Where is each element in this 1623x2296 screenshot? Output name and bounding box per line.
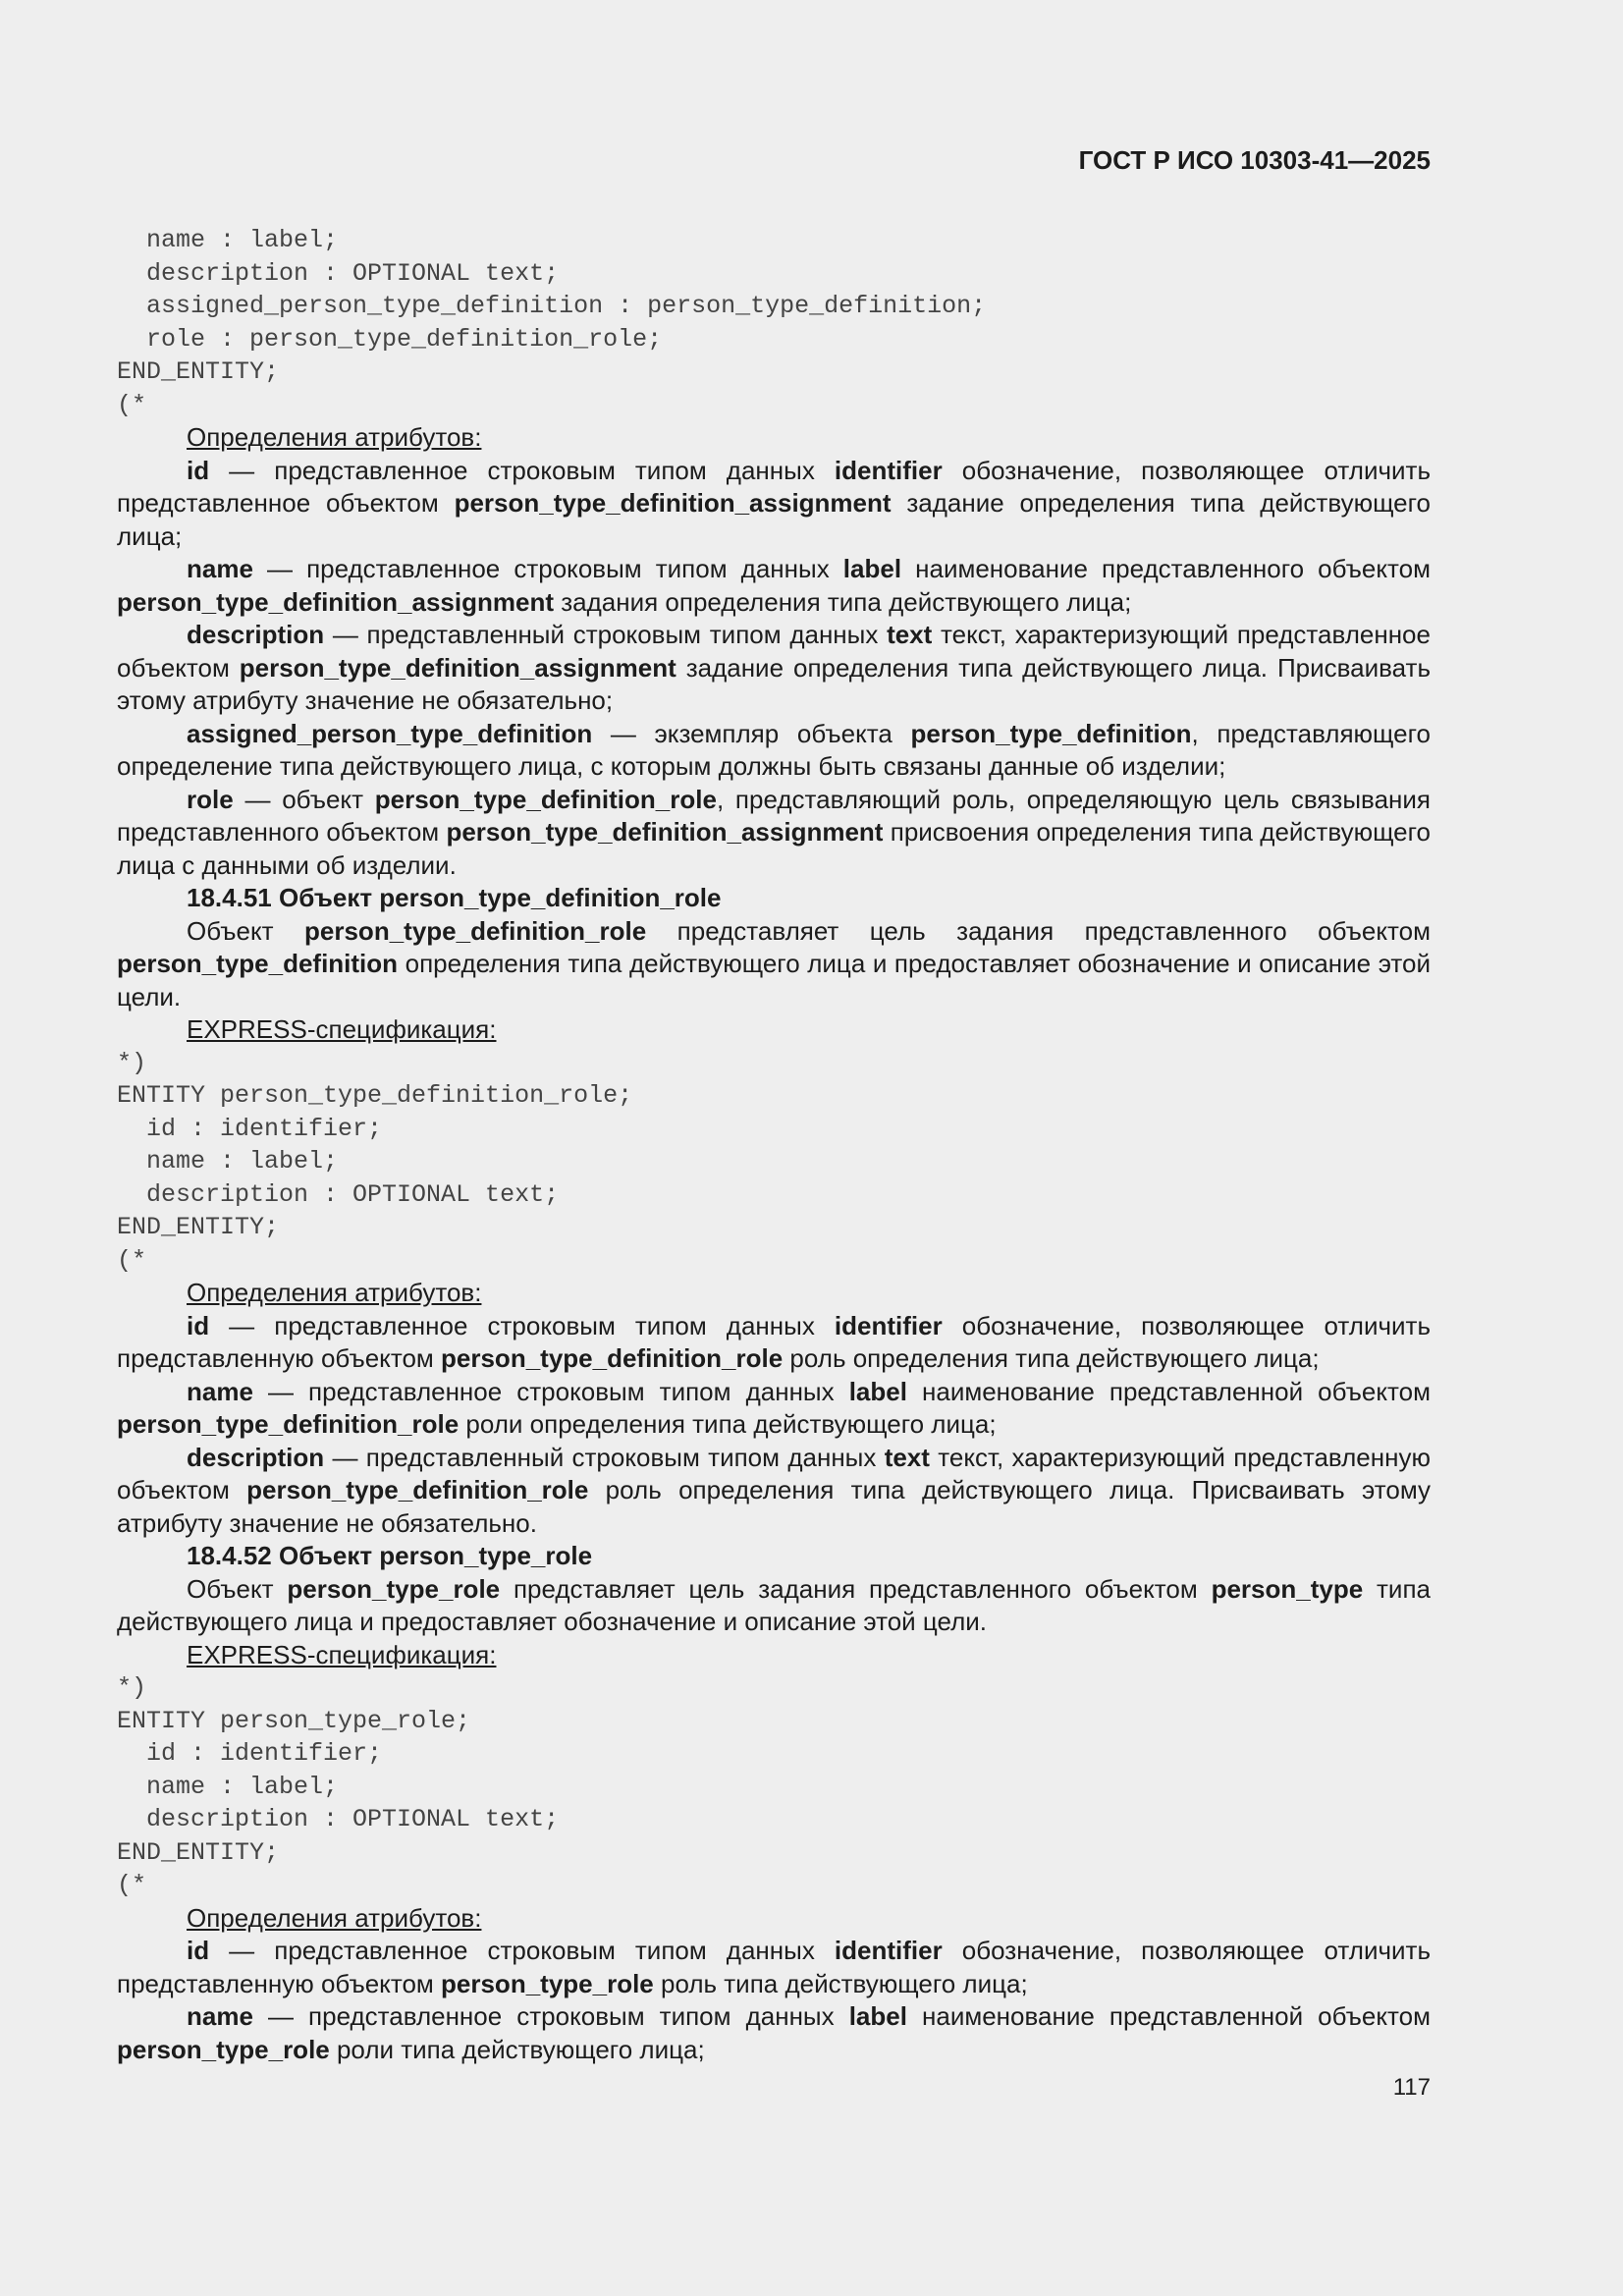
section-heading-18-4-52 [117, 1540, 1431, 1573]
intro-text: типа действующего лица и предоставляет обозначение и описание этой цели. [117, 1573, 1431, 1636]
definition-text: роль типа действующего лица; [653, 1968, 1028, 1998]
attributes-heading-text: Определения атрибутов: [187, 1902, 482, 1933]
keyword: identifier [834, 1310, 943, 1340]
definition-text: , представляющего определение типа действующего лица, с которым должны быть связаны данные об изделии; [117, 718, 1431, 781]
page-content [117, 224, 1431, 2066]
attribute-definition-description [117, 619, 1431, 718]
attribute-definition-name [117, 553, 1431, 619]
keyword: person_type_definition_role [441, 1343, 784, 1373]
express-code-block: *) ENTITY person_type_definition_role; id : identifier; name : label; description : OPTIONAL text; END_ENTITY; (* [117, 1048, 633, 1275]
section-heading-text: 18.4.51 Объект person_type_definition_role [187, 883, 722, 912]
attribute-definition-assigned [117, 718, 1431, 784]
definition-text: текст, характеризующий представленное объектом [117, 620, 1431, 683]
keyword: person_type_definition_assignment [454, 488, 892, 518]
definition-text: — представленное строковым типом данных [252, 2001, 849, 2031]
attribute-name: description [187, 1442, 325, 1472]
definition-text: роли определения типа действующего лица; [459, 1409, 997, 1439]
express-spec-label-text: EXPRESS-спецификация: [187, 1014, 497, 1044]
attributes-heading [117, 1902, 1431, 1936]
definition-text: текст, характеризующий представленную объектом [117, 1442, 1431, 1504]
definition-text: — экземпляр объекта [592, 718, 911, 748]
attribute-definition-role [117, 784, 1431, 883]
attribute-name: id [187, 1310, 210, 1340]
keyword: person_type_definition_role [374, 784, 717, 814]
keyword: person_type_definition_role [246, 1475, 589, 1504]
keyword: person_type_definition [910, 718, 1192, 748]
attribute-name: role [187, 784, 234, 814]
attribute-name: description [187, 620, 325, 649]
section-intro [117, 915, 1431, 1014]
definition-text: задания определения типа действующего лица; [553, 586, 1132, 617]
express-spec-label [117, 1639, 1431, 1672]
keyword: label [848, 1376, 907, 1406]
definition-text: роль определения типа действующего лица. Присваивать этому атрибуту значение не обязательно. [117, 1475, 1431, 1538]
definition-text: наименование представленной объектом [906, 2001, 1431, 2031]
keyword: person_type_role [287, 1573, 501, 1604]
express-spec-label-text: EXPRESS-спецификация: [187, 1639, 497, 1669]
keyword: label [842, 554, 902, 583]
attributes-heading-text: Определения атрибутов: [187, 422, 482, 452]
keyword: person_type_role [117, 2034, 330, 2064]
attribute-name: name [187, 1376, 253, 1406]
keyword: person_type_definition [117, 949, 399, 978]
document-code-header: ГОСТ Р ИСО 10303-41—2025 [1078, 145, 1431, 175]
definition-text: — представленное строковым типом данных [209, 455, 835, 485]
definition-text: — представленный строковым типом данных [324, 1442, 885, 1472]
express-spec-label [117, 1013, 1431, 1047]
keyword: identifier [834, 1936, 943, 1965]
keyword: person_type_definition_assignment [446, 817, 884, 847]
keyword: identifier [834, 455, 943, 485]
attributes-heading [117, 421, 1431, 455]
definition-text: обозначение, позволяющее отличить представленную объектом [117, 1936, 1431, 1998]
attribute-definition-id [117, 455, 1431, 554]
definition-text: обозначение, позволяющее отличить представленную объектом [117, 1310, 1431, 1373]
keyword: person_type_definition_assignment [117, 586, 554, 617]
section-heading-text: 18.4.52 Объект person_type_role [187, 1541, 593, 1570]
attributes-heading [117, 1277, 1431, 1310]
attribute-name: assigned_person_type_definition [187, 718, 593, 748]
attribute-name: id [187, 1936, 210, 1965]
keyword: person_type_definition_role [117, 1409, 460, 1439]
definition-text: присвоения определения типа действующего лица с данными об изделии. [117, 817, 1432, 880]
attribute-name: name [187, 554, 253, 583]
attribute-definition-id [117, 1310, 1431, 1376]
attribute-name: name [187, 2001, 253, 2031]
keyword: person_type_role [441, 1968, 654, 1998]
express-code-block: name : label; description : OPTIONAL text; assigned_person_type_definition : person_type_definition; role : person_type_definition_role; END_ENTITY; (* [117, 226, 987, 419]
intro-text: Объект [187, 1573, 288, 1604]
keyword: label [848, 2001, 907, 2031]
definition-text: — объект [233, 784, 375, 814]
attribute-definition-name [117, 2000, 1431, 2066]
intro-text: представляет цель задания представленного объектом [646, 915, 1431, 946]
keyword: person_type_definition_assignment [239, 652, 676, 683]
definition-text: , представляющий роль, определяющую цель связывания представленного объектом [117, 784, 1431, 847]
section-intro [117, 1573, 1431, 1639]
section-heading-18-4-51 [117, 882, 1431, 915]
definition-text: наименование представленной объектом [906, 1376, 1431, 1406]
page-number: 117 [1392, 2074, 1431, 2101]
definition-text: — представленное строковым типом данных [252, 554, 843, 583]
attribute-definition-description [117, 1442, 1431, 1541]
definition-text: роль определения типа действующего лица; [783, 1343, 1320, 1373]
definition-text: роли типа действующего лица; [329, 2034, 705, 2064]
attributes-heading-text: Определения атрибутов: [187, 1278, 482, 1307]
keyword: person_type [1211, 1573, 1364, 1604]
attribute-definition-name [117, 1376, 1431, 1442]
definition-text: задание определения типа действующего лица; [117, 488, 1432, 551]
definition-text: — представленное строковым типом данных [209, 1936, 835, 1965]
intro-text: представляет цель задания представленного объектом [500, 1573, 1212, 1604]
definition-text: — представленный строковым типом данных [324, 620, 888, 649]
keyword: text [884, 1442, 930, 1472]
definition-text: — представленное строковым типом данных [209, 1310, 835, 1340]
definition-text: наименование представленного объектом [901, 554, 1431, 583]
definition-text: обозначение, позволяющее отличить представленное объектом [117, 455, 1431, 518]
keyword: person_type_definition_role [304, 915, 647, 946]
intro-text: Объект [187, 915, 305, 946]
definition-text: — представленное строковым типом данных [252, 1376, 849, 1406]
keyword: text [887, 620, 933, 649]
attribute-definition-id [117, 1935, 1431, 2000]
intro-text: определения типа действующего лица и предоставляет обозначение и описание этой цели. [117, 949, 1431, 1011]
express-code-block: *) ENTITY person_type_role; id : identifier; name : label; description : OPTIONAL text; END_ENTITY; (* [117, 1673, 560, 1899]
definition-text: задание определения типа действующего лица. Присваивать этому атрибуту значение не обязательно; [117, 652, 1431, 715]
attribute-name: id [187, 455, 210, 485]
